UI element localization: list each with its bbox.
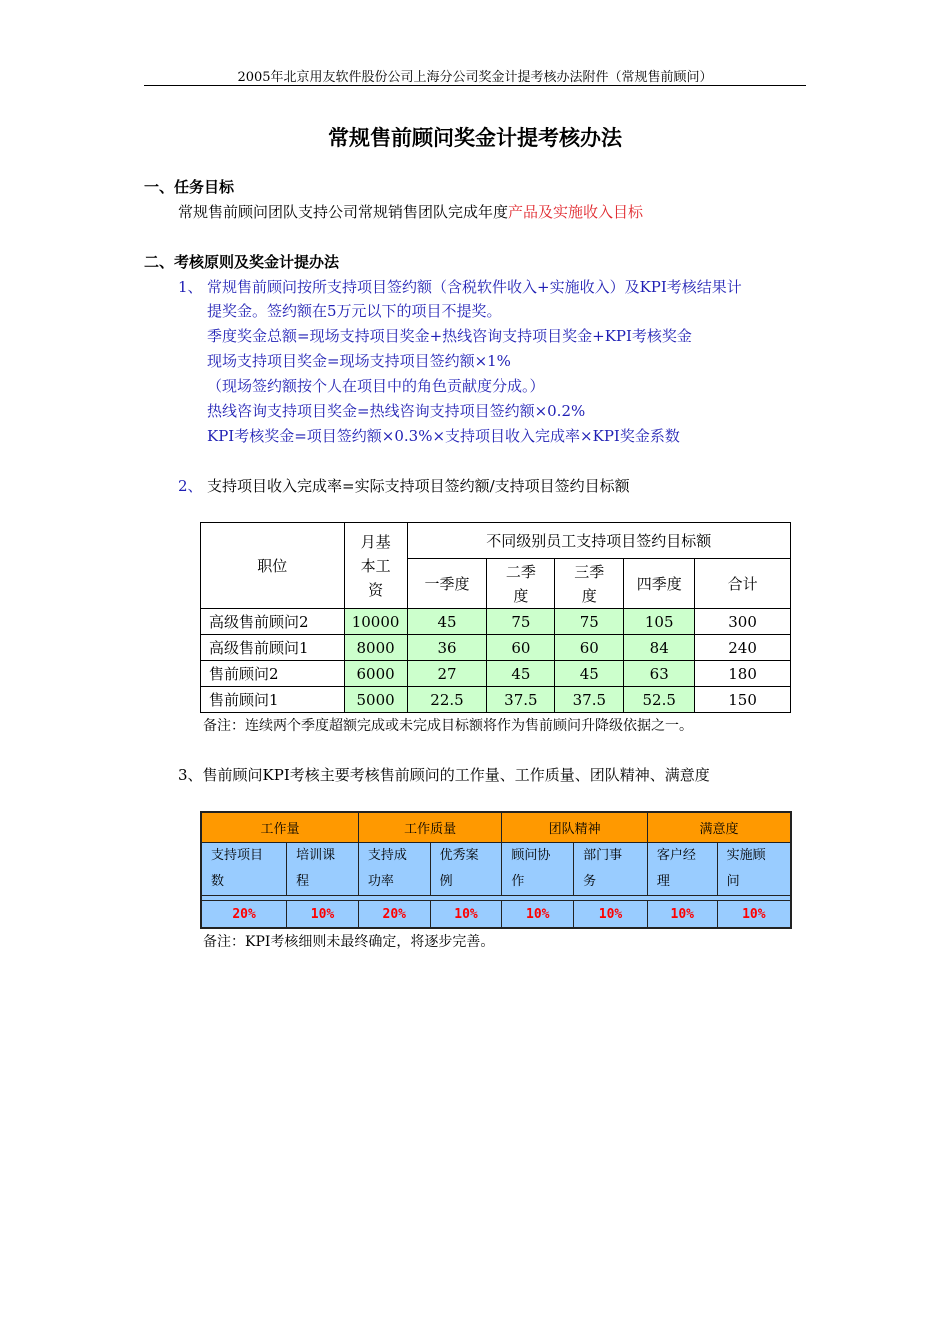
section2-heading: 二、考核原则及奖金计提办法 bbox=[144, 253, 340, 271]
quarter-header: 二季度 bbox=[487, 559, 555, 609]
document-header: 2005年北京用友软件股份公司上海分公司奖金计提考核办法附件（常规售前顾问） bbox=[237, 70, 713, 85]
item2-text: 支持项目收入完成率=实际支持项目签约额/支持项目签约目标额 bbox=[207, 477, 630, 495]
cell-q2: 37.5 bbox=[487, 687, 555, 713]
cell-q3: 45 bbox=[555, 661, 624, 687]
cell-q4: 105 bbox=[624, 609, 695, 635]
section1-text-red: 产品及实施收入目标 bbox=[508, 203, 644, 221]
item3-text: 3、售前顾问KPI考核主要考核售前顾问的工作量、工作质量、团队精神、满意度 bbox=[178, 766, 710, 784]
kpi-weight: 10% bbox=[647, 901, 717, 929]
kpi-table bbox=[200, 811, 792, 929]
section1-heading: 一、任务目标 bbox=[144, 178, 235, 196]
kpi-weight: 10% bbox=[502, 901, 574, 929]
header-rule bbox=[144, 85, 806, 86]
cell-q2: 60 bbox=[487, 635, 555, 661]
kpi-category: 工作量 bbox=[201, 812, 358, 843]
total-header: 合计 bbox=[695, 559, 791, 609]
cell-q1: 27 bbox=[407, 661, 487, 687]
item2-line bbox=[178, 475, 630, 496]
cell-salary: 6000 bbox=[344, 661, 407, 687]
section1-text bbox=[178, 201, 643, 222]
cell-q3: 60 bbox=[555, 635, 624, 661]
cell-position: 高级售前顾问2 bbox=[201, 609, 345, 635]
table-row bbox=[201, 687, 791, 713]
col-position-header: 职位 bbox=[201, 523, 345, 609]
quarter-header: 一季度 bbox=[407, 559, 487, 609]
cell-salary: 5000 bbox=[344, 687, 407, 713]
kpi-table-note: 备注：KPI考核细则未最终确定，将逐步完善。 bbox=[203, 934, 495, 950]
cell-q1: 36 bbox=[407, 635, 487, 661]
kpi-item: 培训课程 bbox=[287, 843, 359, 896]
item1-line1-text: 常规售前顾问按所支持项目签约额（含税软件收入+实施收入）及KPI考核结果计 bbox=[207, 278, 742, 296]
cell-q1: 45 bbox=[407, 609, 487, 635]
kpi-weight: 10% bbox=[430, 901, 502, 929]
cell-q1: 22.5 bbox=[407, 687, 487, 713]
kpi-item: 实施顾问 bbox=[717, 843, 791, 896]
kpi-weight: 20% bbox=[201, 901, 287, 929]
cell-total: 180 bbox=[695, 661, 791, 687]
item1-line4: 现场支持项目奖金=现场支持项目签约额×1% bbox=[207, 352, 511, 370]
item1-line7: KPI考核奖金=项目签约额×0.3%×支持项目收入完成率×KPI奖金系数 bbox=[207, 427, 680, 445]
cell-q4: 52.5 bbox=[624, 687, 695, 713]
section1-text-plain: 常规售前顾问团队支持公司常规销售团队完成年度 bbox=[178, 203, 509, 221]
kpi-item: 客户经理 bbox=[647, 843, 717, 896]
col-salary-header: 月基本工资 bbox=[344, 523, 407, 609]
table-row bbox=[201, 609, 791, 635]
kpi-category: 满意度 bbox=[647, 812, 791, 843]
page-title: 常规售前顾问奖金计提考核办法 bbox=[328, 126, 622, 150]
cell-q3: 37.5 bbox=[555, 687, 624, 713]
quarter-header: 三季度 bbox=[555, 559, 624, 609]
table-row bbox=[201, 661, 791, 687]
item2-number: 2、 bbox=[178, 477, 203, 495]
cell-q3: 75 bbox=[555, 609, 624, 635]
cell-q4: 63 bbox=[624, 661, 695, 687]
target-table-note: 备注：连续两个季度超额完成或未完成目标额将作为售前顾问升降级依据之一。 bbox=[203, 718, 693, 734]
cell-q2: 45 bbox=[487, 661, 555, 687]
cell-q2: 75 bbox=[487, 609, 555, 635]
table-row bbox=[201, 635, 791, 661]
quarter-header: 四季度 bbox=[624, 559, 695, 609]
kpi-category: 团队精神 bbox=[502, 812, 647, 843]
kpi-item: 顾问协作 bbox=[502, 843, 574, 896]
cell-salary: 10000 bbox=[344, 609, 407, 635]
kpi-category: 工作质量 bbox=[358, 812, 502, 843]
col-group-header: 不同级别员工支持项目签约目标额 bbox=[407, 523, 790, 559]
kpi-item: 优秀案例 bbox=[430, 843, 502, 896]
item1-line1 bbox=[178, 276, 742, 297]
kpi-item: 部门事务 bbox=[574, 843, 648, 896]
kpi-item: 支持成功率 bbox=[358, 843, 430, 896]
cell-position: 售前顾问1 bbox=[201, 687, 345, 713]
kpi-weight: 10% bbox=[574, 901, 648, 929]
cell-salary: 8000 bbox=[344, 635, 407, 661]
item1-line5: （现场签约额按个人在项目中的角色贡献度分成。） bbox=[207, 377, 545, 395]
item1-line2: 提奖金。签约额在5万元以下的项目不提奖。 bbox=[207, 302, 502, 320]
kpi-weight: 10% bbox=[717, 901, 791, 929]
item1-line6: 热线咨询支持项目奖金=热线咨询支持项目签约额×0.2% bbox=[207, 402, 586, 420]
cell-position: 高级售前顾问1 bbox=[201, 635, 345, 661]
item1-line3: 季度奖金总额=现场支持项目奖金+热线咨询支持项目奖金+KPI考核奖金 bbox=[207, 327, 692, 345]
item1-number: 1、 bbox=[178, 278, 203, 296]
kpi-weight: 10% bbox=[287, 901, 359, 929]
cell-position: 售前顾问2 bbox=[201, 661, 345, 687]
kpi-weight: 20% bbox=[358, 901, 430, 929]
cell-total: 150 bbox=[695, 687, 791, 713]
kpi-item: 支持项目数 bbox=[201, 843, 287, 896]
target-table bbox=[200, 522, 791, 713]
cell-total: 240 bbox=[695, 635, 791, 661]
cell-total: 300 bbox=[695, 609, 791, 635]
cell-q4: 84 bbox=[624, 635, 695, 661]
